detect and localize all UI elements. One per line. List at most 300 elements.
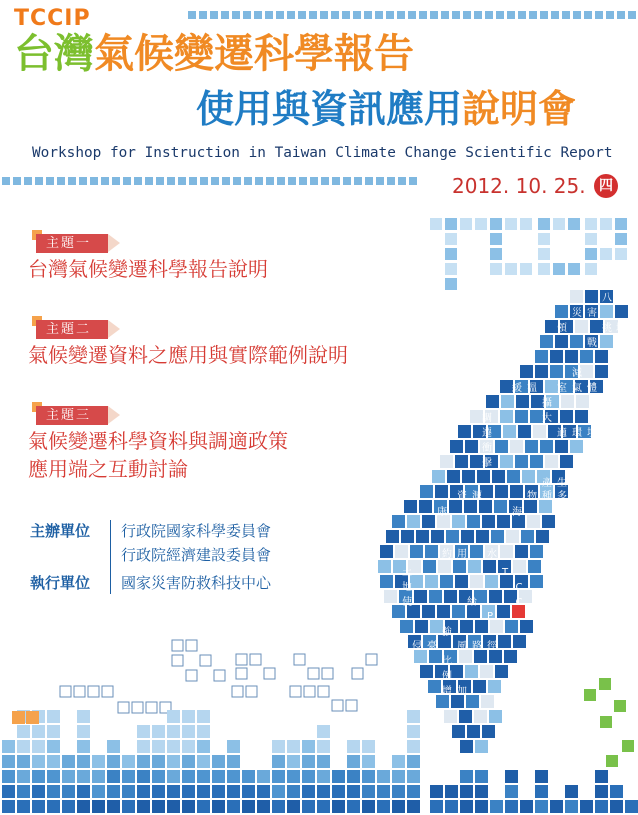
skyline-square <box>152 755 165 768</box>
skyline-square <box>565 785 578 798</box>
skyline-square <box>505 800 518 813</box>
map-pixel <box>530 545 543 558</box>
skyline-square <box>212 785 225 798</box>
map-word: 路 <box>472 641 482 652</box>
map-pixel <box>386 530 399 543</box>
header-dash-square <box>244 177 252 185</box>
outline-square <box>322 668 333 679</box>
skyline-square <box>47 740 60 753</box>
map-pixel <box>576 395 589 408</box>
map-pixel <box>446 530 459 543</box>
map-pixel <box>533 425 546 438</box>
skyline-square <box>407 740 420 753</box>
outline-square <box>246 686 257 697</box>
map-pixel <box>575 320 588 333</box>
host-label: 主辦單位 <box>30 522 91 540</box>
map-pixel <box>477 470 490 483</box>
header-dash-square <box>595 11 603 19</box>
topic-3-text-line-2: 應用端之互動討論 <box>28 457 188 481</box>
skyline-square <box>32 770 45 783</box>
map-word: 設 <box>514 686 524 697</box>
map-pixel <box>525 440 538 453</box>
outline-square <box>290 686 301 697</box>
map-pixel <box>482 515 495 528</box>
map-pixel <box>535 350 548 363</box>
skyline-square <box>62 785 75 798</box>
header-dash-square <box>331 11 339 19</box>
header-dash-square <box>123 177 131 185</box>
skyline-square <box>377 800 390 813</box>
map-pixel <box>401 530 414 543</box>
tccip-letter-square <box>585 248 597 260</box>
skyline-square <box>122 770 135 783</box>
map-pixel <box>395 545 408 558</box>
skyline-square <box>92 755 105 768</box>
header-dash-square <box>518 11 526 19</box>
skyline-square <box>302 800 315 813</box>
header-dash-square <box>354 177 362 185</box>
green-square <box>599 678 611 690</box>
skyline-square <box>520 800 533 813</box>
map-pixel <box>550 350 563 363</box>
map-pixel <box>404 500 417 513</box>
skyline-square <box>347 740 360 753</box>
skyline-square <box>77 755 90 768</box>
map-pixel <box>560 455 573 468</box>
header-dash-square <box>277 177 285 185</box>
map-pixel <box>615 305 628 318</box>
skyline-square <box>242 785 255 798</box>
header-dash-square <box>387 177 395 185</box>
skyline-square <box>152 785 165 798</box>
map-word: 水 <box>487 549 497 560</box>
skyline-square <box>92 770 105 783</box>
skyline-square <box>535 785 548 798</box>
map-pixel <box>515 545 528 558</box>
skyline-square <box>137 755 150 768</box>
map-pixel <box>494 500 507 513</box>
map-pixel <box>515 410 528 423</box>
header-dash-square <box>2 177 10 185</box>
map-pixel <box>380 575 393 588</box>
skyline-square <box>197 800 210 813</box>
skyline-square <box>377 785 390 798</box>
header-dash-square <box>254 11 262 19</box>
header-dash-square <box>409 177 417 185</box>
skyline-square <box>272 800 285 813</box>
map-pixel <box>570 335 583 348</box>
map-word: 害 <box>587 308 597 319</box>
skyline-square <box>227 785 240 798</box>
map-word: 環 <box>572 428 582 439</box>
skyline-square <box>227 800 240 813</box>
map-pixel <box>414 590 427 603</box>
tccip-letter-square <box>445 278 457 290</box>
skyline-square <box>332 800 345 813</box>
skyline-square <box>17 740 30 753</box>
map-word: 調 <box>482 413 492 424</box>
header-dash-square <box>189 177 197 185</box>
map-word: 八 <box>602 293 612 304</box>
map-word: 約 <box>442 549 452 560</box>
skyline-square <box>167 725 180 738</box>
skyline-square <box>197 770 210 783</box>
tccip-letter-square <box>553 218 565 230</box>
skyline-square <box>272 740 285 753</box>
map-pixel <box>423 560 436 573</box>
header-dash-square <box>287 11 295 19</box>
map-pixel <box>444 590 457 603</box>
header-dash-square <box>376 177 384 185</box>
map-word: W <box>554 611 564 622</box>
header-dash-square <box>276 11 284 19</box>
skyline-square <box>182 725 195 738</box>
map-word: 適 <box>557 428 567 439</box>
tccip-letter-square <box>445 248 457 260</box>
skyline-square <box>377 770 390 783</box>
skyline-square <box>392 755 405 768</box>
map-pixel <box>489 710 502 723</box>
skyline-square <box>272 755 285 768</box>
skyline-square <box>77 800 90 813</box>
map-pixel <box>410 545 423 558</box>
skyline-square <box>152 770 165 783</box>
map-pixel <box>488 680 501 693</box>
outline-square <box>352 668 363 679</box>
tccip-letter-square <box>475 218 487 230</box>
map-pixel <box>475 740 488 753</box>
topic-3-tag <box>36 406 124 425</box>
header-dash-square <box>178 177 186 185</box>
skyline-square <box>287 755 300 768</box>
header-dash-square <box>68 177 76 185</box>
tccip-letter-square <box>445 218 457 230</box>
outline-square <box>200 655 211 666</box>
skyline-square <box>137 740 150 753</box>
skyline-square <box>167 755 180 768</box>
map-word: P <box>486 611 494 622</box>
map-pixel <box>467 725 480 738</box>
map-pixel <box>536 530 549 543</box>
map-word: 衝 <box>482 443 492 454</box>
map-word: 物 <box>527 491 537 502</box>
skyline-square <box>302 770 315 783</box>
skyline-square <box>460 800 473 813</box>
map-pixel <box>585 290 598 303</box>
skyline-square <box>490 800 503 813</box>
map-word: 北 <box>616 338 626 349</box>
skyline-square <box>32 800 45 813</box>
skyline-square <box>212 755 225 768</box>
map-word: 侵 <box>412 641 422 652</box>
map-pixel <box>495 665 508 678</box>
header-dash-square <box>298 11 306 19</box>
header-dash-square <box>342 11 350 19</box>
skyline-square <box>392 785 405 798</box>
tccip-letter-square <box>520 218 532 230</box>
skyline-square <box>430 800 443 813</box>
map-word: 施 <box>529 686 539 697</box>
map-pixel <box>425 545 438 558</box>
map-pixel <box>444 710 457 723</box>
skyline-square <box>197 785 210 798</box>
executor-label: 執行單位 <box>30 574 91 592</box>
header-dash-square <box>288 177 296 185</box>
map-word: 緩 <box>512 383 522 394</box>
header-dash-square <box>13 177 21 185</box>
skyline-square <box>317 770 330 783</box>
map-pixel <box>527 515 540 528</box>
header-dash-square <box>398 177 406 185</box>
outline-square <box>118 702 129 713</box>
map-word: 性 <box>602 491 612 502</box>
header-dash-square <box>441 11 449 19</box>
map-pixel <box>540 440 553 453</box>
header-dash-square <box>353 11 361 19</box>
map-pixel <box>435 485 448 498</box>
outline-square <box>214 670 225 681</box>
map-word: 使 <box>402 597 412 608</box>
header-dash-square <box>365 177 373 185</box>
host-org-2: 行政院經濟建設委員會 <box>121 546 272 564</box>
outline-square <box>346 700 357 711</box>
tccip-letter-square <box>490 263 502 275</box>
map-word: 增 <box>442 686 452 697</box>
map-pixel <box>555 335 568 348</box>
map-pixel <box>497 605 510 618</box>
outline-square <box>146 702 157 713</box>
skyline-square <box>227 755 240 768</box>
map-pixel <box>530 455 543 468</box>
tccip-letter-square <box>538 233 550 245</box>
map-word: 比 <box>442 656 452 667</box>
map-pixel <box>431 530 444 543</box>
tccip-letter-square <box>615 248 627 260</box>
tccip-letter-square <box>505 218 517 230</box>
skyline-square <box>257 800 270 813</box>
executor-org: 國家災害防救科技中心 <box>121 574 272 592</box>
map-pixel <box>503 425 516 438</box>
skyline-square <box>227 770 240 783</box>
skyline-square <box>550 800 563 813</box>
header-dash-square <box>101 177 109 185</box>
skyline-square <box>2 755 15 768</box>
map-pixel <box>565 350 578 363</box>
map-word: 變 <box>602 443 612 454</box>
event-date: 2012. 10. 25. <box>452 174 586 198</box>
map-pixel <box>440 575 453 588</box>
skyline-square <box>47 770 60 783</box>
skyline-square <box>347 770 360 783</box>
map-pixel <box>420 665 433 678</box>
outline-square <box>172 655 183 666</box>
outline-square <box>102 686 113 697</box>
skyline-square <box>182 755 195 768</box>
tccip-letter-square <box>490 218 502 230</box>
weekday-badge: 四 <box>594 174 618 198</box>
header-dash-square <box>573 11 581 19</box>
map-pixel <box>465 440 478 453</box>
skyline-square <box>287 785 300 798</box>
map-pixel <box>504 650 517 663</box>
map-word: 域 <box>616 323 626 334</box>
map-pixel <box>460 740 473 753</box>
skyline-square <box>407 800 420 813</box>
map-pixel <box>528 560 541 573</box>
skyline-square <box>17 755 30 768</box>
skyline-square <box>77 710 90 723</box>
topic-2-text: 氣候變遷資料之應用與實際範例說明 <box>28 343 348 367</box>
map-pixel <box>429 590 442 603</box>
english-subtitle: Workshop for Instruction in Taiwan Climate Change Scientific Report <box>32 145 613 161</box>
map-pixel <box>480 665 493 678</box>
map-pixel <box>452 725 465 738</box>
map-pixel <box>545 455 558 468</box>
map-pixel <box>489 590 502 603</box>
map-word: 樣 <box>572 491 582 502</box>
map-pixel <box>510 485 523 498</box>
map-word: 資 <box>457 491 467 502</box>
map-pixel <box>407 515 420 528</box>
header-dash-square <box>606 11 614 19</box>
map-pixel <box>416 530 429 543</box>
map-pixel <box>452 515 465 528</box>
skyline-square <box>257 770 270 783</box>
map-word: 大 <box>542 413 552 424</box>
skyline-square <box>212 770 225 783</box>
map-pixel <box>500 545 513 558</box>
skyline-square <box>407 725 420 738</box>
header-dash-square <box>188 11 196 19</box>
skyline-square <box>505 770 518 783</box>
skyline-square <box>197 740 210 753</box>
skyline-square <box>2 770 15 783</box>
skyline-square <box>445 800 458 813</box>
header-dash-square <box>617 11 625 19</box>
skyline-square <box>407 755 420 768</box>
skyline-square <box>347 755 360 768</box>
skyline-square <box>47 785 60 798</box>
skyline-square <box>107 785 120 798</box>
skyline-square <box>362 800 375 813</box>
map-word: I <box>517 627 521 638</box>
map-pixel <box>425 575 438 588</box>
skyline-square <box>430 785 443 798</box>
map-pixel <box>515 455 528 468</box>
skyline-square <box>2 800 15 813</box>
header-dash-square <box>24 177 32 185</box>
map-word: 產 <box>542 478 552 489</box>
title-line-2 <box>196 86 576 132</box>
skyline-square <box>47 755 60 768</box>
map-pixel <box>459 710 472 723</box>
map-pixel <box>507 470 520 483</box>
skyline-square <box>92 800 105 813</box>
skyline-square <box>137 785 150 798</box>
map-pixel <box>481 695 494 708</box>
tccip-letter-square <box>538 263 550 275</box>
skyline-square <box>167 785 180 798</box>
outline-square <box>132 702 143 713</box>
map-pixel <box>455 455 468 468</box>
map-word: N <box>570 611 578 622</box>
skyline-square <box>332 785 345 798</box>
host-org-1: 行政院國家科學委員會 <box>121 522 272 540</box>
map-pixel <box>415 620 428 633</box>
map-word: 業 <box>587 478 597 489</box>
map-pixel <box>600 305 613 318</box>
header-dash-square <box>309 11 317 19</box>
map-pixel <box>491 530 504 543</box>
skyline-square <box>475 800 488 813</box>
header-dash-square <box>79 177 87 185</box>
map-word: 例 <box>442 671 452 682</box>
skyline-square <box>332 770 345 783</box>
skyline-square <box>167 770 180 783</box>
skyline-square <box>317 725 330 738</box>
outline-square <box>74 686 85 697</box>
outline-square <box>172 640 183 651</box>
orange-square <box>26 711 39 724</box>
map-pixel <box>500 455 513 468</box>
skyline-square <box>407 710 420 723</box>
map-pixel <box>542 515 555 528</box>
header-dash-square <box>112 177 120 185</box>
map-pixel <box>516 395 529 408</box>
header-dash-square <box>57 177 65 185</box>
skyline-square <box>407 770 420 783</box>
map-pixel <box>420 485 433 498</box>
skyline-square <box>287 770 300 783</box>
topic-3-text-line-1: 氣候變遷科學資料與調適政策 <box>28 429 288 453</box>
map-word: 土 <box>402 567 412 578</box>
skyline-square <box>47 725 60 738</box>
map-word: 礎 <box>557 671 567 682</box>
map-pixel <box>460 620 473 633</box>
header-dash-square <box>408 11 416 19</box>
map-pixel <box>513 560 526 573</box>
header-dash-square <box>430 11 438 19</box>
map-word: 生 <box>557 478 567 489</box>
skyline-square <box>137 800 150 813</box>
map-word: 影 <box>602 413 612 424</box>
skyline-square <box>17 785 30 798</box>
map-word: 遷 <box>482 428 492 439</box>
outline-square <box>318 686 329 697</box>
skyline-square <box>77 785 90 798</box>
map-word: 強 <box>442 627 452 638</box>
green-square <box>606 755 618 767</box>
topic-2-tag-label: 主題二 <box>36 320 108 339</box>
outline-square <box>304 686 315 697</box>
tccip-letter-square <box>490 248 502 260</box>
map-word: T <box>501 567 509 578</box>
skyline-square <box>197 710 210 723</box>
map-pixel <box>378 560 391 573</box>
map-pixel <box>501 395 514 408</box>
map-pixel <box>497 515 510 528</box>
skyline-square <box>610 800 623 813</box>
outline-square <box>366 654 377 665</box>
map-pixel <box>467 515 480 528</box>
map-pixel <box>580 350 593 363</box>
header-dash-square <box>375 11 383 19</box>
skyline-square <box>362 770 375 783</box>
skyline-square <box>107 770 120 783</box>
map-pixel <box>440 455 453 468</box>
map-pixel <box>510 440 523 453</box>
header-dash-square <box>562 11 570 19</box>
